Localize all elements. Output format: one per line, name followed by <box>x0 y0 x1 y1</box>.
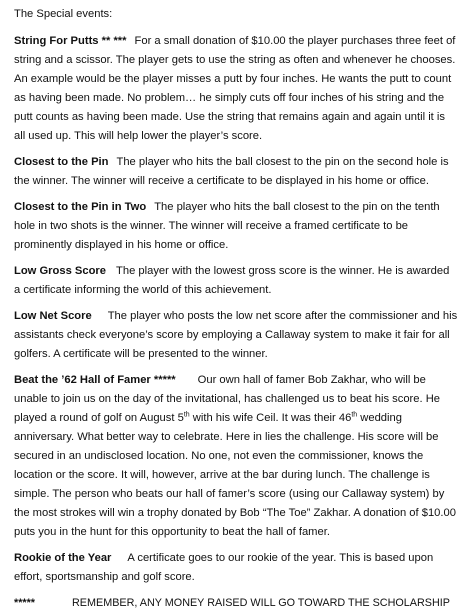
scholarship-note <box>14 594 458 613</box>
event-low-net-score <box>14 307 458 364</box>
event-closest-to-pin-in-two <box>14 198 458 255</box>
ordinal-suffix: th <box>183 411 190 419</box>
event-title: Rookie of the Year <box>14 552 112 564</box>
event-title: Closest to the Pin in Two <box>14 201 147 213</box>
event-description: A certificate goes to our rookie of the year. This is based upon effort, sportsmanship and golf score. <box>14 552 434 583</box>
event-description-part: with his wife Ceil. It was their 46 <box>189 412 352 424</box>
event-description: The player who posts the low net score after the commissioner and his assistants check everyone’s score by employing a Callaway system to make it fair for all golfers. A certificate will be presented to the winner. <box>14 310 458 360</box>
event-description: The player who hits the ball closest to the pin on the second hole is the winner. The winner will receive a certificate to be displayed in his home or office. <box>14 156 449 187</box>
footer-stars: ***** <box>14 597 36 609</box>
event-title: String For Putts ** *** <box>14 35 127 47</box>
event-description: For a small donation of $10.00 the player purchases three feet of string and a scissor. The player gets to use the string as often and whenever he chooses. An example would be the player misses a putt by four inches. He wants the putt to count as having been made. No problem… he simply cuts off four inches of his string and the putt counts as having been made. Use the string that remains again and again until it is all used up. This will help lower the player’s score. <box>14 35 456 142</box>
event-closest-to-pin <box>14 153 458 191</box>
event-low-gross-score <box>14 262 458 300</box>
event-description-part: wedding anniversary. What better way to celebrate. Here in lies the challenge. His score will be secured in an undisclosed location. No one, not even the commissioner, knows the location or the score. It will, however, arrive at the bar during lunch. The challenge is simple. The person who beats our hall of famer’s score (using our Callaway system) by the most strokes will win a trophy donated by Bob “The Toe” Zakhar. A donation of $10.00 puts you in the hunt for this opportunity to beat the hall of famer. <box>14 412 456 538</box>
footer-text: REMEMBER, ANY MONEY RAISED WILL GO TOWARD THE SCHOLARSHIP <box>72 597 450 609</box>
event-string-for-putts <box>14 32 458 146</box>
event-title: Beat the ’62 Hall of Famer ***** <box>14 374 176 386</box>
event-beat-hall-of-famer <box>14 371 458 542</box>
ordinal-suffix: th <box>351 411 358 419</box>
event-description-part: Our own hall of famer Bob Zakhar, who will be unable to join us on the day of the invitational, has challenged us to beat his score. He played a round of golf on August 5 <box>14 374 441 424</box>
event-title: Low Net Score <box>14 310 92 322</box>
event-description: The player who hits the ball closest to the pin on the tenth hole in two shots is the winner. The winner will receive a framed certificate to be prominently displayed in his home or office. <box>14 201 440 251</box>
event-rookie-of-the-year <box>14 549 458 587</box>
event-description: The player with the lowest gross score is the winner. He is awarded a certificate informing the world of this achievement. <box>14 265 450 296</box>
event-title: Closest to the Pin <box>14 156 109 168</box>
event-title: Low Gross Score <box>14 265 107 277</box>
document-heading: The Special events: <box>14 8 113 20</box>
